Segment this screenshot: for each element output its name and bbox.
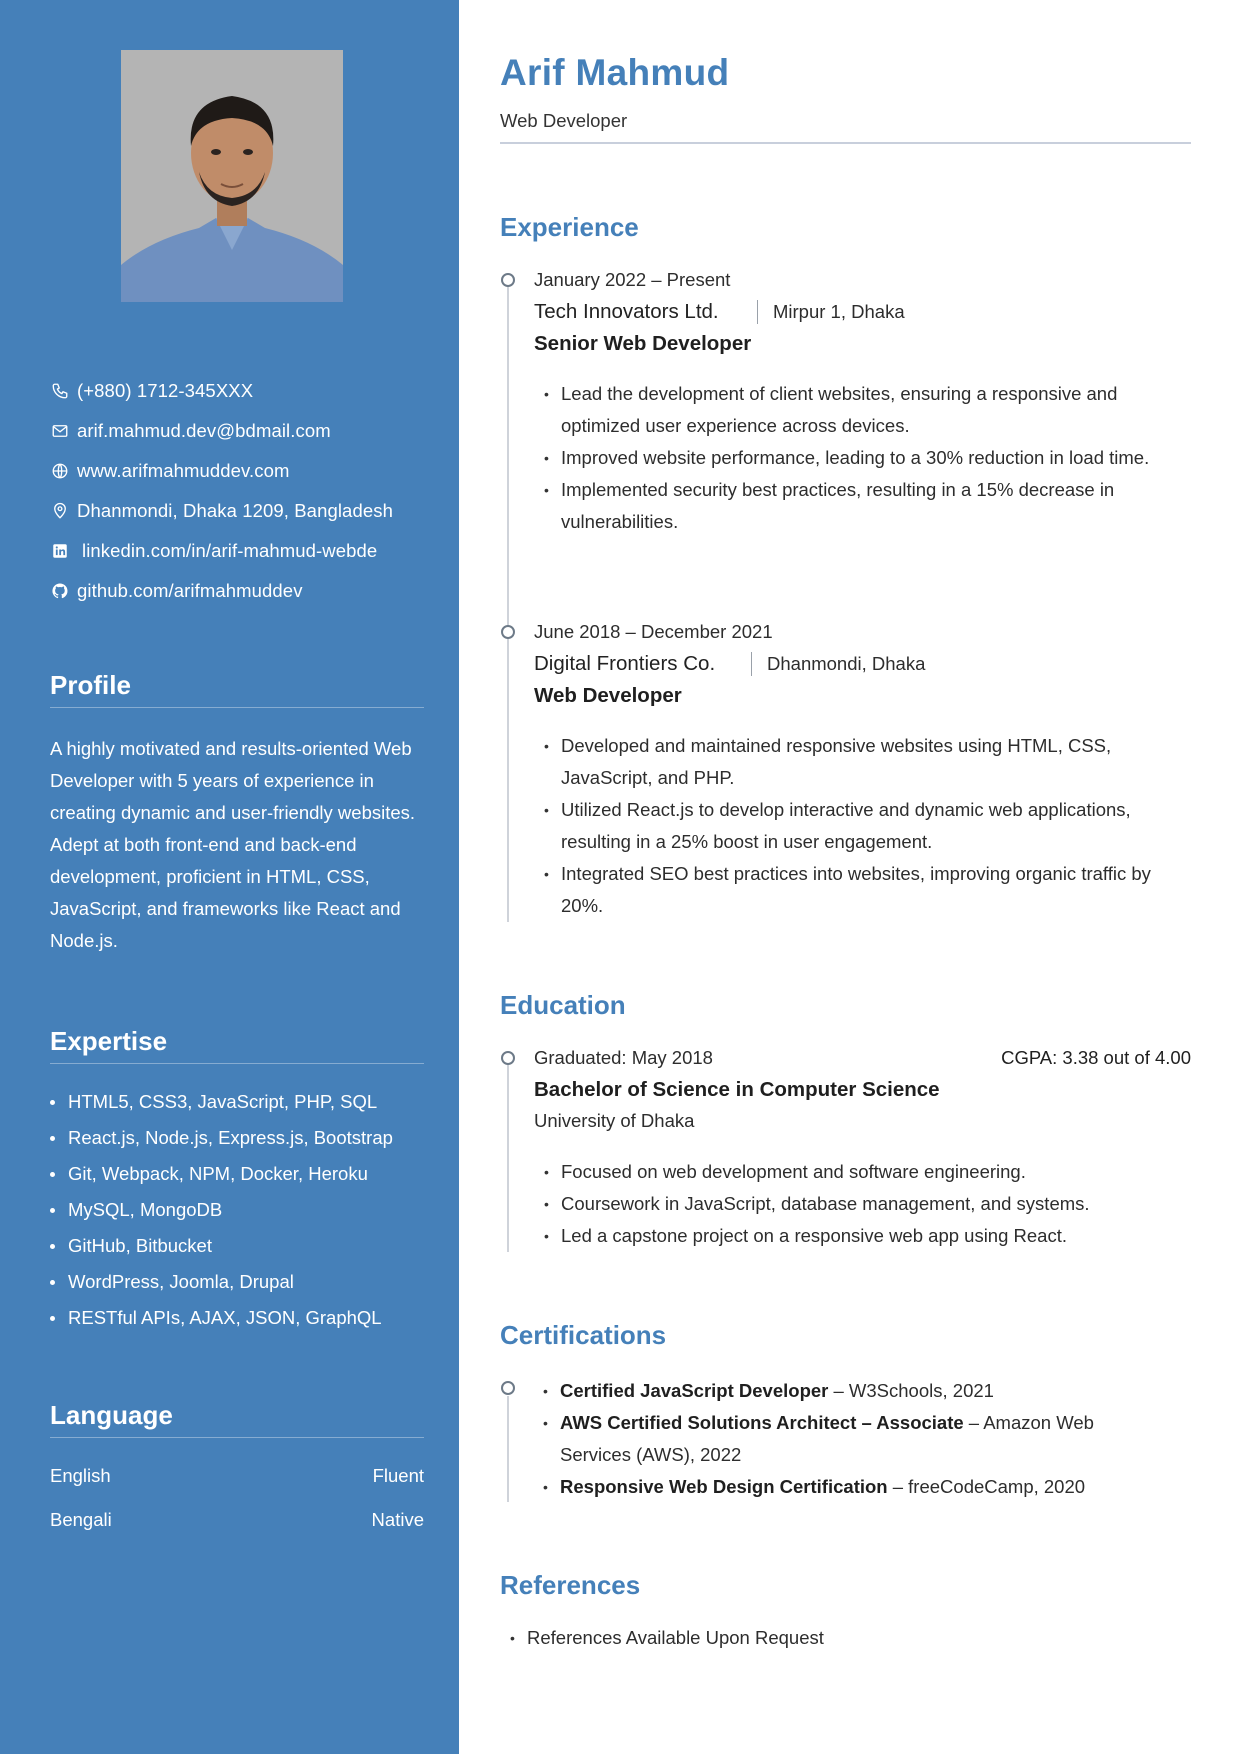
header-divider (500, 142, 1191, 144)
location-pin-icon (50, 501, 70, 521)
linkedin-icon (50, 541, 70, 561)
list-item: WordPress, Joomla, Drupal (50, 1264, 430, 1300)
certification-name: Responsive Web Design Certification (560, 1476, 888, 1497)
certification-name: Certified JavaScript Developer (560, 1380, 829, 1401)
github-icon (50, 581, 70, 601)
company-separator (751, 652, 752, 676)
expertise-heading: Expertise (50, 1026, 424, 1064)
school: University of Dhaka (534, 1110, 695, 1131)
list-item: • References Available Upon Request (511, 1622, 1111, 1654)
job-bullets (545, 730, 1195, 922)
job-title: Senior Web Developer (534, 332, 752, 355)
job-location: Dhanmondi, Dhaka (767, 653, 926, 674)
list-item: • Led a capstone project on a responsive web app using React. (545, 1220, 1195, 1252)
education-heading: Education (500, 990, 626, 1020)
contact-email[interactable] (50, 411, 450, 451)
list-item: • Coursework in JavaScript, database management, and systems. (545, 1188, 1195, 1220)
profile-summary: A highly motivated and results-oriented Web Developer with 5 years of experience in creating dynamic and user-friendly websites. Adept at both front-end and back-end development, proficient in HTML, CSS, JavaScript, and frameworks like React and Node.js. (50, 738, 416, 951)
experience-timeline (507, 282, 509, 922)
language-row-english (50, 1465, 424, 1487)
phone-icon (50, 381, 70, 401)
contact-address-text: Dhanmondi, Dhaka 1209, Bangladesh (77, 500, 393, 521)
contact-address (50, 491, 450, 531)
language-row-bengali (50, 1509, 424, 1531)
company-separator (757, 300, 758, 324)
job-company: Tech Innovators Ltd. (534, 300, 719, 323)
job-company: Digital Frontiers Co. (534, 652, 716, 675)
list-item: • Implemented security best practices, resulting in a 15% decrease in vulnerabilities. (545, 474, 1195, 538)
contact-phone-text: (+880) 1712-345XXX (77, 380, 254, 401)
contact-linkedin[interactable] (50, 531, 450, 571)
list-item: • Developed and maintained responsive websites using HTML, CSS, JavaScript, and PHP. (545, 730, 1195, 794)
list-item: MySQL, MongoDB (50, 1192, 430, 1228)
timeline-dot (501, 1381, 515, 1395)
language-name: English (50, 1465, 111, 1486)
job-dates: June 2018 – December 2021 (534, 621, 773, 642)
list-item: React.js, Node.js, Express.js, Bootstrap (50, 1120, 430, 1156)
certification-detail: – W3Schools, 2021 (828, 1380, 994, 1401)
profile-photo (121, 50, 343, 302)
timeline-dot (501, 1051, 515, 1065)
language-level: Native (371, 1509, 424, 1530)
graduation-date: Graduated: May 2018 (534, 1047, 713, 1068)
list-item: Git, Webpack, NPM, Docker, Heroku (50, 1156, 430, 1192)
language-heading: Language (50, 1400, 424, 1438)
list-item: • Utilized React.js to develop interactive and dynamic web applications, resulting in a 25% boost in user engagement. (545, 794, 1195, 858)
certification-detail: – freeCodeCamp, 2020 (887, 1476, 1086, 1497)
certifications-timeline (507, 1396, 509, 1502)
list-item: • Focused on web development and software engineering. (545, 1156, 1195, 1188)
contact-github-text: github.com/arifmahmuddev (77, 580, 303, 601)
education-bullets (545, 1156, 1195, 1252)
list-item: HTML5, CSS3, JavaScript, PHP, SQL (50, 1084, 430, 1120)
experience-heading: Experience (500, 212, 639, 242)
job-location: Mirpur 1, Dhaka (773, 301, 905, 322)
email-icon (50, 421, 70, 441)
contact-list (50, 371, 450, 611)
certification-item (544, 1471, 1144, 1503)
candidate-role: Web Developer (500, 110, 628, 131)
candidate-name: Arif Mahmud (500, 52, 730, 93)
portrait-image (121, 50, 343, 302)
contact-github[interactable] (50, 571, 450, 611)
education-timeline (507, 1060, 509, 1252)
profile-heading: Profile (50, 670, 424, 708)
job-bullets (545, 378, 1195, 538)
language-level: Fluent (372, 1465, 424, 1486)
globe-icon (50, 461, 70, 481)
job-title: Web Developer (534, 684, 682, 707)
cgpa: CGPA: 3.38 out of 4.00 (1001, 1047, 1191, 1068)
references-heading: References (500, 1570, 641, 1600)
certifications-list (544, 1375, 1144, 1503)
timeline-dot (501, 625, 515, 639)
degree: Bachelor of Science in Computer Science (534, 1078, 940, 1101)
contact-linkedin-text: linkedin.com/in/arif-mahmud-webde (82, 540, 378, 561)
list-item: • Integrated SEO best practices into websites, improving organic traffic by 20%. (545, 858, 1195, 922)
list-item: • Lead the development of client websites, ensuring a responsive and optimized user experience across devices. (545, 378, 1195, 442)
timeline-dot (501, 273, 515, 287)
contact-email-text: arif.mahmud.dev@bdmail.com (77, 420, 331, 441)
language-name: Bengali (50, 1509, 112, 1530)
certification-detail: – Amazon Web Services (AWS), 2022 (560, 1412, 1094, 1465)
list-item: RESTful APIs, AJAX, JSON, GraphQL (50, 1300, 430, 1336)
contact-phone[interactable] (50, 371, 450, 411)
job-dates: January 2022 – Present (534, 269, 731, 290)
contact-website-text: www.arifmahmuddev.com (77, 460, 290, 481)
references-list (511, 1622, 1111, 1654)
list-item: • Improved website performance, leading to a 30% reduction in load time. (545, 442, 1195, 474)
certification-item (544, 1407, 1144, 1471)
list-item: GitHub, Bitbucket (50, 1228, 430, 1264)
expertise-list (50, 1084, 430, 1336)
sidebar (0, 0, 459, 1754)
contact-website[interactable] (50, 451, 450, 491)
certification-name: AWS Certified Solutions Architect – Associate (560, 1412, 964, 1433)
certifications-heading: Certifications (500, 1320, 667, 1350)
certification-item (544, 1375, 1144, 1407)
